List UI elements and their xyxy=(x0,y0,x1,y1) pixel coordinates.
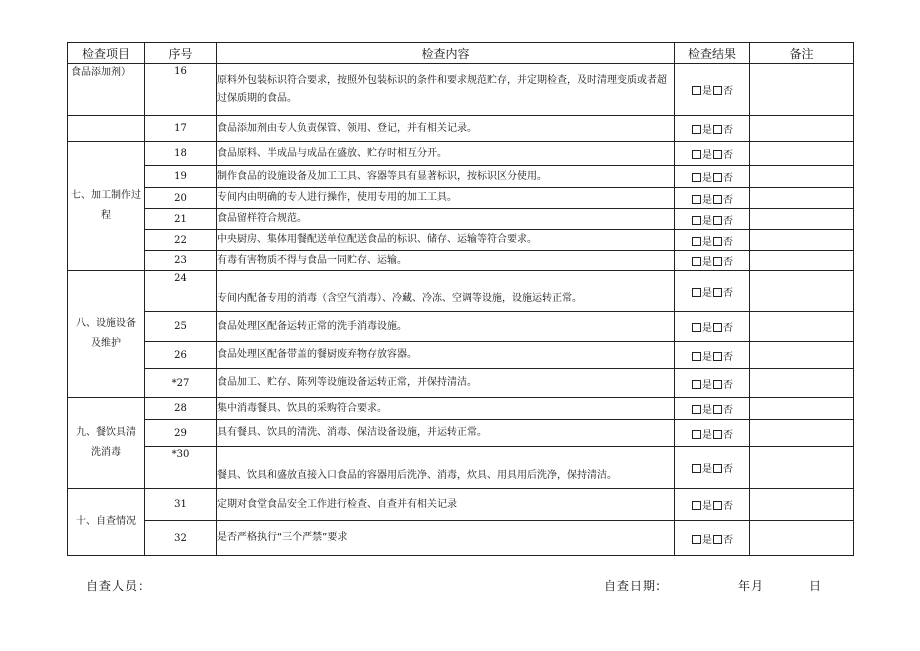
row-remark[interactable] xyxy=(750,489,854,521)
row-remark[interactable] xyxy=(750,188,854,209)
row-result: 是 否 xyxy=(675,251,750,271)
no-checkbox[interactable] xyxy=(713,150,722,159)
header-row xyxy=(68,43,854,64)
table-row xyxy=(68,342,854,369)
row-content: 有毒有害物质不得与食品一同贮存、运输。 xyxy=(217,251,675,271)
row-remark[interactable] xyxy=(750,116,854,142)
row-content: 食品留样符合规范。 xyxy=(217,209,675,230)
table-row xyxy=(68,251,854,271)
yes-checkbox[interactable] xyxy=(692,237,701,246)
inspector-label: 自查人员： xyxy=(86,579,152,593)
header-result: 检查结果 xyxy=(675,43,750,64)
yes-checkbox[interactable] xyxy=(692,86,701,95)
row-seq: 20 xyxy=(145,188,217,209)
yes-checkbox[interactable] xyxy=(692,288,701,297)
category-facilities: 八、设施设备及维护 xyxy=(68,271,145,398)
yes-checkbox[interactable] xyxy=(692,150,701,159)
yes-checkbox[interactable] xyxy=(692,173,701,182)
no-checkbox[interactable] xyxy=(713,405,722,414)
table-row xyxy=(68,230,854,251)
row-result: 是 否 xyxy=(675,447,750,489)
yes-checkbox[interactable] xyxy=(692,430,701,439)
table-row xyxy=(68,142,854,166)
row-content: 餐具、饮具和盛放直接入口食品的容器用后洗净、消毒，炊具、用具用后洗净，保持清洁。 xyxy=(217,447,675,489)
yes-checkbox[interactable] xyxy=(692,405,701,414)
row-result: 是 否 xyxy=(675,142,750,166)
row-remark[interactable] xyxy=(750,398,854,420)
table-row xyxy=(68,489,854,521)
row-seq: 29 xyxy=(145,420,217,447)
inspection-table xyxy=(67,42,854,556)
no-checkbox[interactable] xyxy=(713,352,722,361)
no-checkbox[interactable] xyxy=(713,86,722,95)
yes-checkbox[interactable] xyxy=(692,125,701,134)
header-remark: 备注 xyxy=(750,43,854,64)
row-content: 原料外包装标识符合要求，按照外包装标识的条件和要求规范贮存，并定期检查，及时清理变质或者超过保质期的食品。 xyxy=(217,64,675,116)
row-content: 食品添加剂由专人负责保管、领用、登记，并有相关记录。 xyxy=(217,116,675,142)
row-seq: 28 xyxy=(145,398,217,420)
row-result: 是 否 xyxy=(675,312,750,342)
yes-checkbox[interactable] xyxy=(692,323,701,332)
yes-checkbox[interactable] xyxy=(692,380,701,389)
year-month-label: 年月 xyxy=(738,579,765,593)
yes-checkbox[interactable] xyxy=(692,501,701,510)
row-content: 集中消毒餐具、饮具的采购符合要求。 xyxy=(217,398,675,420)
row-remark[interactable] xyxy=(750,369,854,398)
row-result: 是 否 xyxy=(675,116,750,142)
yes-checkbox[interactable] xyxy=(692,195,701,204)
table-row xyxy=(68,447,854,489)
row-result: 是 否 xyxy=(675,230,750,251)
no-checkbox[interactable] xyxy=(713,237,722,246)
row-remark[interactable] xyxy=(750,166,854,188)
row-seq: 32 xyxy=(145,521,217,556)
row-result: 是 否 xyxy=(675,166,750,188)
row-result: 是 否 xyxy=(675,420,750,447)
row-content: 食品处理区配备带盖的餐厨废弃物存放容器。 xyxy=(217,342,675,369)
no-checkbox[interactable] xyxy=(713,125,722,134)
row-seq: 31 xyxy=(145,489,217,521)
table-row xyxy=(68,369,854,398)
yes-checkbox[interactable] xyxy=(692,216,701,225)
table-row xyxy=(68,271,854,312)
table-row xyxy=(68,312,854,342)
row-seq: 22 xyxy=(145,230,217,251)
row-remark[interactable] xyxy=(750,64,854,116)
no-checkbox[interactable] xyxy=(713,257,722,266)
row-result: 是 否 xyxy=(675,369,750,398)
table-row xyxy=(68,420,854,447)
table-row xyxy=(68,398,854,420)
no-checkbox[interactable] xyxy=(713,216,722,225)
table-row xyxy=(68,521,854,556)
no-checkbox[interactable] xyxy=(713,380,722,389)
row-content: 食品加工、贮存、陈列等设施设备运转正常，并保持清洁。 xyxy=(217,369,675,398)
yes-checkbox[interactable] xyxy=(692,464,701,473)
row-content: 食品处理区配备运转正常的洗手消毒设施。 xyxy=(217,312,675,342)
yes-checkbox[interactable] xyxy=(692,352,701,361)
row-result: 是 否 xyxy=(675,209,750,230)
row-seq: 25 xyxy=(145,312,217,342)
row-seq: *30 xyxy=(145,447,217,489)
row-remark[interactable] xyxy=(750,209,854,230)
no-checkbox[interactable] xyxy=(713,464,722,473)
row-result: 是 否 xyxy=(675,271,750,312)
day-label: 日 xyxy=(809,579,823,593)
row-seq: 24 xyxy=(145,271,217,312)
row-seq: *27 xyxy=(145,369,217,398)
row-remark[interactable] xyxy=(750,142,854,166)
no-checkbox[interactable] xyxy=(713,501,722,510)
row-seq: 23 xyxy=(145,251,217,271)
row-seq: 16 xyxy=(145,64,217,116)
row-content: 专间内由明确的专人进行操作，使用专用的加工工具。 xyxy=(217,188,675,209)
row-seq: 19 xyxy=(145,166,217,188)
row-remark[interactable] xyxy=(750,230,854,251)
row-result: 是 否 xyxy=(675,398,750,420)
yes-checkbox[interactable] xyxy=(692,535,701,544)
category-processing: 七、加工制作过程 xyxy=(68,142,145,271)
no-checkbox[interactable] xyxy=(713,430,722,439)
row-result: 是 否 xyxy=(675,188,750,209)
row-content: 制作食品的设施设备及加工工具、容器等具有显著标识，按标识区分使用。 xyxy=(217,166,675,188)
row-remark[interactable] xyxy=(750,521,854,556)
table-row xyxy=(68,188,854,209)
row-content: 专间内配备专用的消毒（含空气消毒）、冷藏、冷冻、空调等设施，设施运转正常。 xyxy=(217,271,675,312)
category-additives: 食品添加剂） xyxy=(68,64,145,116)
row-remark[interactable] xyxy=(750,251,854,271)
row-result: 是 否 xyxy=(675,64,750,116)
row-content: 是否严格执行“三个严禁”要求 xyxy=(217,521,675,556)
no-checkbox[interactable] xyxy=(713,173,722,182)
row-result: 是 否 xyxy=(675,521,750,556)
no-checkbox[interactable] xyxy=(713,288,722,297)
row-content: 具有餐具、饮具的清洗、消毒、保洁设备设施，并运转正常。 xyxy=(217,420,675,447)
header-content: 检查内容 xyxy=(217,43,675,64)
row-remark[interactable] xyxy=(750,342,854,369)
yes-checkbox[interactable] xyxy=(692,257,701,266)
row-remark[interactable] xyxy=(750,447,854,489)
row-result: 是 否 xyxy=(675,342,750,369)
table-row xyxy=(68,209,854,230)
row-seq: 26 xyxy=(145,342,217,369)
row-content: 中央厨房、集体用餐配送单位配送食品的标识、储存、运输等符合要求。 xyxy=(217,230,675,251)
row-remark[interactable] xyxy=(750,271,854,312)
no-checkbox[interactable] xyxy=(713,535,722,544)
date-label: 自查日期: xyxy=(604,579,662,593)
header-seq: 序号 xyxy=(145,43,217,64)
category-tableware: 九、餐饮具清洗消毒 xyxy=(68,398,145,489)
row-remark[interactable] xyxy=(750,420,854,447)
row-content: 定期对食堂食品安全工作进行检查、自查并有相关记录 xyxy=(217,489,675,521)
table-row xyxy=(68,116,854,142)
header-item: 检查项目 xyxy=(68,43,145,64)
row-seq: 21 xyxy=(145,209,217,230)
no-checkbox[interactable] xyxy=(713,195,722,204)
table-row xyxy=(68,64,854,116)
table-row xyxy=(68,166,854,188)
row-content: 食品原料、半成品与成品在盛放、贮存时相互分开。 xyxy=(217,142,675,166)
category-additives-cont xyxy=(68,116,145,142)
row-result: 是 否 xyxy=(675,489,750,521)
category-selfcheck: 十、自查情况 xyxy=(68,489,145,556)
row-remark[interactable] xyxy=(750,312,854,342)
no-checkbox[interactable] xyxy=(713,323,722,332)
row-seq: 18 xyxy=(145,142,217,166)
row-seq: 17 xyxy=(145,116,217,142)
